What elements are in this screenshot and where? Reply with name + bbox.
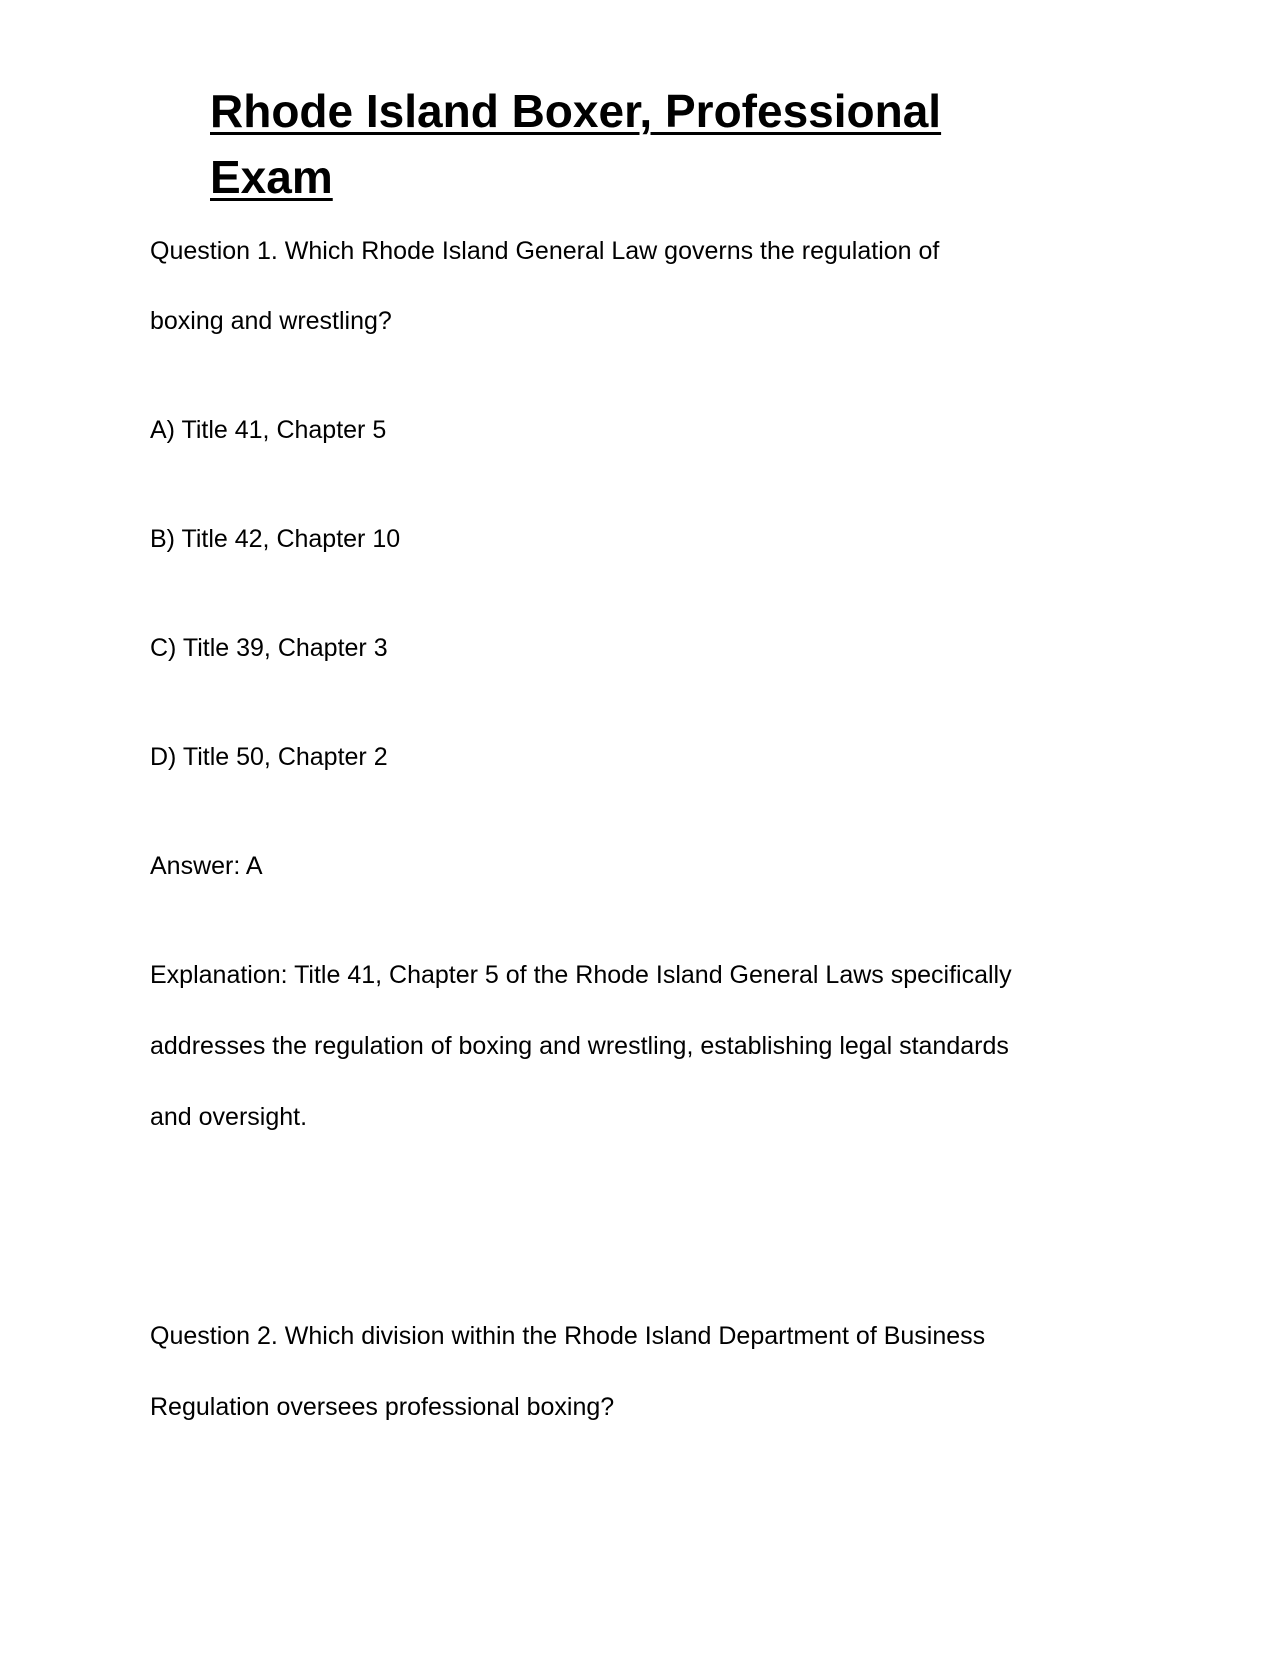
question-1-option-d: D) Title 50, Chapter 2 [150, 743, 388, 771]
question-1-text-line-1: Question 1. Which Rhode Island General Law governs the regulation of [150, 237, 940, 265]
question-2-text-line-1: Question 2. Which division within the Rhode Island Department of Business [150, 1322, 986, 1350]
question-1-answer: Answer: A [150, 852, 263, 880]
question-1-explanation-line-3: and oversight. [150, 1103, 308, 1131]
question-2-text-line-2: Regulation oversees professional boxing? [150, 1393, 615, 1421]
document-title-line-2: Exam [210, 151, 333, 203]
question-1-option-c: C) Title 39, Chapter 3 [150, 634, 388, 662]
document-title [210, 78, 1010, 210]
question-1-explanation-line-1: Explanation: Title 41, Chapter 5 of the Rhode Island General Laws specifically [150, 961, 1012, 989]
document-title-line-1: Rhode Island Boxer, Professional [210, 85, 942, 137]
question-1-explanation-line-2: addresses the regulation of boxing and wrestling, establishing legal standards [150, 1032, 1009, 1060]
question-1-text-line-2: boxing and wrestling? [150, 307, 392, 335]
question-1-option-b: B) Title 42, Chapter 10 [150, 525, 401, 553]
question-1-option-a: A) Title 41, Chapter 5 [150, 416, 387, 444]
